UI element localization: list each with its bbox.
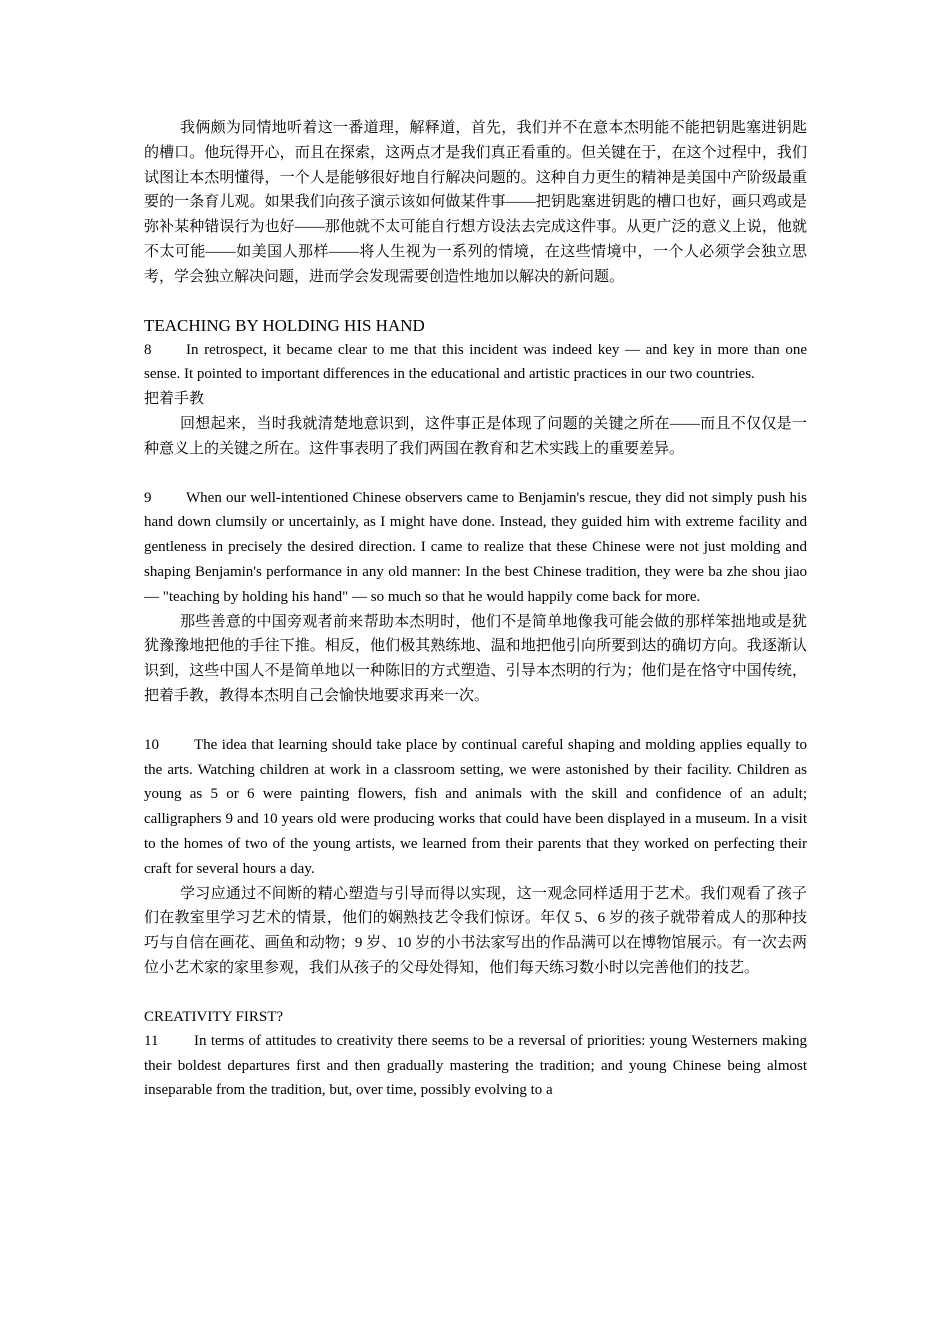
paragraph-11-text: In terms of attitudes to creativity there seems to be a reversal of priorities: young Westerners making their boldest departures first and then gradually mastering the tradition; and young Chinese being almost inseparable from the tradition, but, over time, possibly evolving to a	[144, 1032, 807, 1099]
paragraph-8-zh: 回想起来，当时我就清楚地意识到，这件事正是体现了问题的关键之所在——而且不仅仅是一种意义上的关键之所在。这件事表明了我们两国在教育和艺术实践上的重要差异。	[144, 415, 807, 457]
paragraph-number: 9	[144, 489, 152, 506]
paragraph-10-en	[144, 733, 807, 882]
paragraph-number: 11	[144, 1032, 159, 1049]
section-heading-zh: 把着手教	[144, 391, 205, 408]
paragraph-10-zh: 学习应通过不间断的精心塑造与引导而得以实现，这一观念同样适用于艺术。我们观看了孩子们在教室里学习艺术的情景，他们的娴熟技艺令我们惊讶。年仅 5、6 岁的孩子就带着成人的那种技巧与自信在画花、画鱼和动物；9 岁、10 岁的小书法家写出的作品满可以在博物馆展示。有一次去两位小艺术家的家里参观，我们从孩子的父母处得知，他们每天练习数小时以完善他们的技艺。	[144, 885, 807, 976]
paragraph-9-text: When our well-intentioned Chinese observers came to Benjamin's rescue, they did not simply push his hand down clumsily or uncertainly, as I might have done. Instead, they guided him with extreme facility and gentleness in precisely the desired direction. I came to realize that these Chinese were not just molding and shaping Benjamin's performance in any old manner: In the best Chinese tradition, they were ba zhe shou jiao — "teaching by holding his hand" — so much so that he would happily come back for more.	[144, 489, 807, 605]
paragraph-10-text: The idea that learning should take place by continual careful shaping and molding applies equally to the arts. Watching children at work in a classroom setting, we were astonished by their facility. Children as young as 5 or 6 were painting flowers, fish and animals with the skill and confidence of an adult; calligraphers 9 and 10 years old were producing works that could have been displayed in a museum. In a visit to the homes of two of the young artists, we learned from their parents that they worked on perfecting their craft for several hours a day.	[144, 736, 807, 877]
section-heading-creativity-first: CREATIVITY FIRST?	[144, 1008, 284, 1025]
paragraph-intro-zh: 我俩颇为同情地听着这一番道理，解释道，首先，我们并不在意本杰明能不能把钥匙塞进钥匙的槽口。他玩得开心，而且在探索，这两点才是我们真正看重的。但关键在于，在这个过程中，我们试图让本杰明懂得，一个人是能够很好地自行解决问题的。这种自力更生的精神是美国中产阶级最重要的一条育儿观。如果我们向孩子演示该如何做某件事——把钥匙塞进钥匙的槽口也好，画只鸡或是弥补某种错误行为也好——那他就不太可能自行想方设法去完成这件事。从更广泛的意义上说，他就不太可能——如美国人那样——将人生视为一系列的情境，在这些情境中，一个人必须学会独立思考，学会独立解决问题，进而学会发现需要创造性地加以解决的新问题。	[144, 120, 807, 285]
spacer	[144, 981, 807, 1005]
paragraph-9-en	[144, 486, 807, 610]
paragraph-9-zh: 那些善意的中国旁观者前来帮助本杰明时，他们不是简单地像我可能会做的那样笨拙地或是犹犹豫豫地把他的手往下推。相反，他们极其熟练地、温和地把他引向所要到达的确切方向。我逐渐认识到，这些中国人不是简单地以一种陈旧的方式塑造、引导本杰明的行为；他们是在恪守中国传统，把着手教，教得本杰明自己会愉快地要求再来一次。	[144, 613, 807, 704]
document-page	[144, 116, 807, 1103]
spacer	[144, 290, 807, 314]
paragraph-number: 10	[144, 736, 159, 753]
paragraph-11-en	[144, 1029, 807, 1103]
section-heading-teaching-by-holding-his-hand: TEACHING BY HOLDING HIS HAND	[144, 315, 425, 335]
spacer	[144, 709, 807, 733]
spacer	[144, 462, 807, 486]
paragraph-number: 8	[144, 341, 152, 358]
paragraph-8-en	[144, 338, 807, 388]
paragraph-8-text: In retrospect, it became clear to me that this incident was indeed key — and key in more than one sense. It pointed to important differences in the educational and artistic practices in our two countries.	[144, 341, 807, 383]
